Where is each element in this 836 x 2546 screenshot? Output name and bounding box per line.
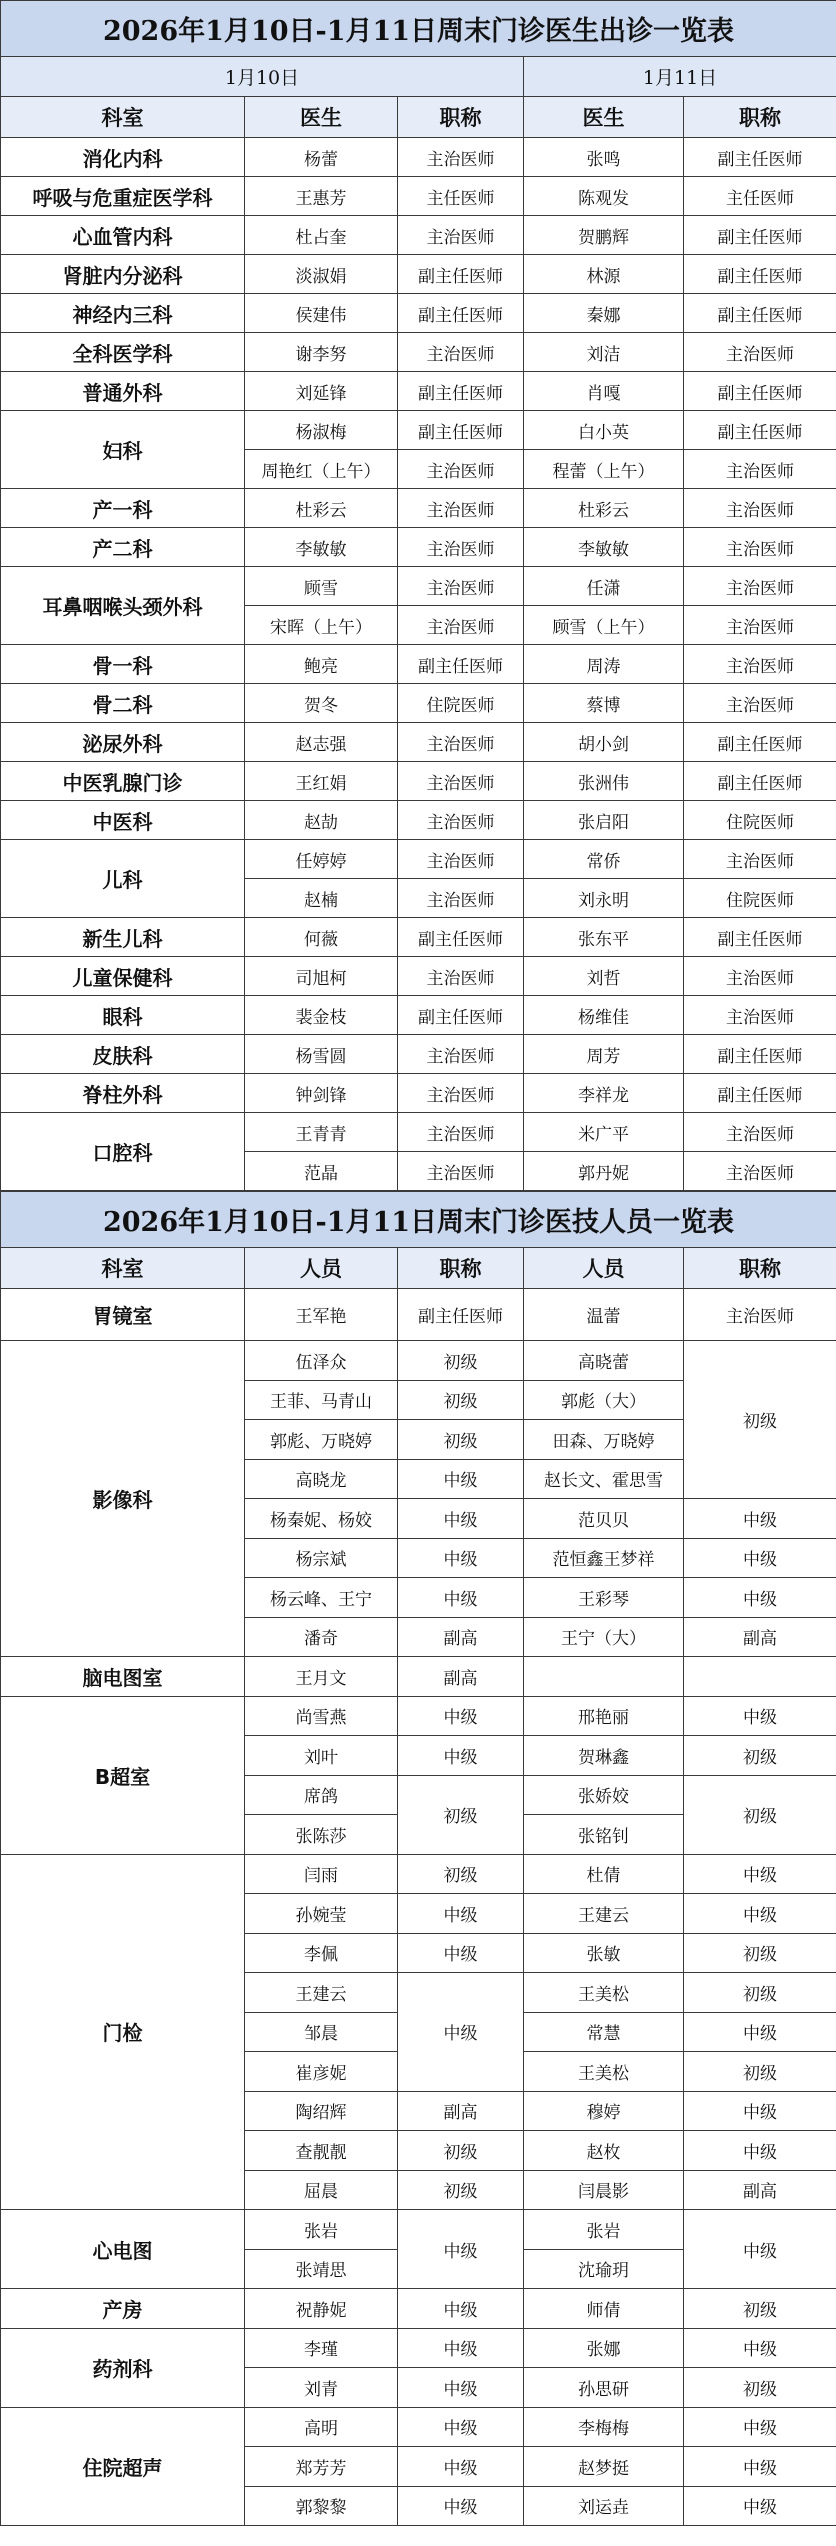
title-cell: 主治医师: [684, 1152, 836, 1191]
dept-cell: 眼科: [1, 996, 245, 1035]
title-cell: 主治医师: [684, 840, 836, 879]
title-cell: 副主任医师: [398, 918, 524, 957]
person-cell: 常慧: [524, 2012, 684, 2052]
doctor-cell: 杜彩云: [245, 489, 398, 528]
dept-cell: 心血管内科: [1, 216, 245, 255]
title-cell: 主治医师: [398, 840, 524, 879]
day1-label: 1月10日: [1, 57, 524, 97]
person-cell: 高晓龙: [245, 1459, 398, 1499]
doctor-cell: 何薇: [245, 918, 398, 957]
title-cell: 主治医师: [398, 957, 524, 996]
person-cell: 王月文: [245, 1657, 398, 1697]
title-cell: 初级: [684, 1736, 836, 1776]
person-cell: 邢艳丽: [524, 1696, 684, 1736]
title-cell: 副主任医师: [398, 294, 524, 333]
title-cell: 主治医师: [684, 1113, 836, 1152]
title-cell: 副高: [398, 2091, 524, 2131]
person-cell: 张娇姣: [524, 1775, 684, 1815]
title-cell: 主治医师: [684, 957, 836, 996]
doctor-cell: 杨雪圆: [245, 1035, 398, 1074]
doctor-cell: 秦娜: [524, 294, 684, 333]
title-cell: 主治医师: [398, 450, 524, 489]
doctor-cell: 林源: [524, 255, 684, 294]
title-cell: 中级: [684, 2210, 836, 2289]
doctor-cell: 程蕾（上午）: [524, 450, 684, 489]
dept-cell: 普通外科: [1, 372, 245, 411]
doctor-cell: 杜占奎: [245, 216, 398, 255]
person-cell: 王美松: [524, 2052, 684, 2092]
header-person-day1: 人员: [245, 1248, 398, 1289]
title-cell: 主任医师: [398, 177, 524, 216]
title-cell: 副主任医师: [684, 138, 836, 177]
person-cell: 杨云峰、王宁: [245, 1578, 398, 1618]
title-cell: 副高: [398, 1657, 524, 1697]
person-cell: 崔彦妮: [245, 2052, 398, 2092]
tech-staff-body: [1, 1289, 836, 2526]
title-cell: 主任医师: [684, 177, 836, 216]
person-cell: 张娜: [524, 2328, 684, 2368]
title-cell: 中级: [684, 2447, 836, 2487]
doctor-cell: 蔡博: [524, 684, 684, 723]
title-cell: 主治医师: [684, 528, 836, 567]
header-dept: 科室: [1, 97, 245, 138]
person-cell: 王宁（大）: [524, 1617, 684, 1657]
person-cell: 邹晨: [245, 2012, 398, 2052]
title-cell: 中级: [684, 1854, 836, 1894]
doctor-cell: 周涛: [524, 645, 684, 684]
doctor-cell: 刘永明: [524, 879, 684, 918]
title-cell: 副高: [398, 1617, 524, 1657]
doctor-cell: 胡小剑: [524, 723, 684, 762]
dept-cell: 产二科: [1, 528, 245, 567]
title-cell: 主治医师: [684, 1289, 836, 1341]
title-cell: 中级: [684, 1578, 836, 1618]
doctor-cell: 杜彩云: [524, 489, 684, 528]
person-cell: 王军艳: [245, 1289, 398, 1341]
title-cell: 主治医师: [398, 1035, 524, 1074]
title-cell: 副主任医师: [684, 372, 836, 411]
header-title-day1: 职称: [398, 97, 524, 138]
dept-cell: 心电图: [1, 2210, 245, 2289]
header-title-day2: 职称: [684, 1248, 836, 1289]
dept-cell: 儿科: [1, 840, 245, 918]
title-cell: 副主任医师: [684, 1074, 836, 1113]
doctor-cell: 李敏敏: [245, 528, 398, 567]
dept-cell: 住院超声: [1, 2407, 245, 2526]
tech-staff-table: [0, 1191, 836, 2526]
dept-cell: 胃镜室: [1, 1289, 245, 1341]
doctor-cell: 王青青: [245, 1113, 398, 1152]
person-cell: 范恒鑫王梦祥: [524, 1538, 684, 1578]
title-cell: 副主任医师: [398, 645, 524, 684]
title-cell: 主治医师: [684, 489, 836, 528]
person-cell: 孙思研: [524, 2368, 684, 2408]
dept-cell: 消化内科: [1, 138, 245, 177]
header-title-day2: 职称: [684, 97, 836, 138]
title-cell: 中级: [398, 1459, 524, 1499]
title-cell: 中级: [398, 1538, 524, 1578]
doctor-schedule-body: [1, 138, 836, 1191]
doctor-cell: 赵劼: [245, 801, 398, 840]
dept-cell: 妇科: [1, 411, 245, 489]
title-cell: 主治医师: [398, 528, 524, 567]
doctor-cell: 李祥龙: [524, 1074, 684, 1113]
day2-label: 1月11日: [524, 57, 836, 97]
doctor-cell: 赵志强: [245, 723, 398, 762]
title-cell: 中级: [398, 2407, 524, 2447]
title-cell: 中级: [684, 2131, 836, 2171]
title-cell: 初级: [398, 1775, 524, 1854]
dept-cell: 呼吸与危重症医学科: [1, 177, 245, 216]
person-cell: 贺琳鑫: [524, 1736, 684, 1776]
doctor-cell: 王红娟: [245, 762, 398, 801]
title-cell: 中级: [398, 2368, 524, 2408]
title-cell: 中级: [684, 2328, 836, 2368]
person-cell: 杜倩: [524, 1854, 684, 1894]
title-cell: 副主任医师: [684, 1035, 836, 1074]
title-cell: 中级: [398, 2447, 524, 2487]
dept-cell: 骨二科: [1, 684, 245, 723]
doctor-cell: 周艳红（上午）: [245, 450, 398, 489]
doctor-cell: 郭丹妮: [524, 1152, 684, 1191]
title-cell: 主治医师: [398, 801, 524, 840]
title-cell: 主治医师: [398, 879, 524, 918]
dept-cell: 中医乳腺门诊: [1, 762, 245, 801]
tech-staff-title: 2026年1月10日-1月11日周末门诊医技人员一览表: [1, 1192, 836, 1248]
doctor-cell: 侯建伟: [245, 294, 398, 333]
dept-cell: 儿童保健科: [1, 957, 245, 996]
title-cell: 副主任医师: [684, 255, 836, 294]
person-cell: 李梅梅: [524, 2407, 684, 2447]
doctor-cell: 淡淑娟: [245, 255, 398, 294]
title-cell: 初级: [398, 1420, 524, 1460]
title-cell: 住院医师: [684, 879, 836, 918]
title-cell: 主治医师: [398, 1152, 524, 1191]
person-cell: 郭彪、万晓婷: [245, 1420, 398, 1460]
person-cell: 查靓靓: [245, 2131, 398, 2171]
title-cell: 中级: [398, 2210, 524, 2289]
title-cell: 主治医师: [398, 762, 524, 801]
title-cell: 中级: [684, 2407, 836, 2447]
title-cell: 主治医师: [684, 567, 836, 606]
title-cell: 中级: [398, 2289, 524, 2329]
dept-cell: 口腔科: [1, 1113, 245, 1191]
doctor-cell: 白小英: [524, 411, 684, 450]
header-dept: 科室: [1, 1248, 245, 1289]
person-cell: 李佩: [245, 1933, 398, 1973]
dept-cell: 骨一科: [1, 645, 245, 684]
title-cell: 副主任医师: [398, 1289, 524, 1341]
person-cell: 穆婷: [524, 2091, 684, 2131]
title-cell: 中级: [684, 1499, 836, 1539]
doctor-schedule-title: 2026年1月10日-1月11日周末门诊医生出诊一览表: [1, 1, 836, 57]
person-cell: 刘叶: [245, 1736, 398, 1776]
title-cell: 副高: [684, 1617, 836, 1657]
doctor-cell: 肖嘎: [524, 372, 684, 411]
person-cell: 刘运垚: [524, 2486, 684, 2526]
doctor-cell: 刘延锋: [245, 372, 398, 411]
title-cell: 中级: [398, 2328, 524, 2368]
doctor-cell: 刘哲: [524, 957, 684, 996]
header-person-day2: 人员: [524, 1248, 684, 1289]
person-cell: 祝静妮: [245, 2289, 398, 2329]
dept-cell: 中医科: [1, 801, 245, 840]
person-cell: 高明: [245, 2407, 398, 2447]
person-cell: 张岩: [245, 2210, 398, 2250]
title-cell: 副主任医师: [684, 411, 836, 450]
title-cell: 副主任医师: [398, 411, 524, 450]
title-cell: 中级: [684, 1696, 836, 1736]
dept-cell: B超室: [1, 1696, 245, 1854]
title-cell: 主治医师: [684, 645, 836, 684]
header-doctor-day2: 医生: [524, 97, 684, 138]
person-cell: 席鸽: [245, 1775, 398, 1815]
doctor-cell: 贺鹏辉: [524, 216, 684, 255]
header-doctor-day1: 医生: [245, 97, 398, 138]
person-cell: 郑芳芳: [245, 2447, 398, 2487]
person-cell: 伍泽众: [245, 1341, 398, 1381]
title-cell: 主治医师: [398, 138, 524, 177]
title-cell: 初级: [684, 1341, 836, 1499]
title-cell: 副主任医师: [684, 294, 836, 333]
title-cell: 初级: [684, 2368, 836, 2408]
person-cell: 潘奇: [245, 1617, 398, 1657]
title-cell: 中级: [398, 1894, 524, 1934]
doctor-cell: 杨蕾: [245, 138, 398, 177]
title-cell: 中级: [684, 2091, 836, 2131]
dept-cell: 全科医学科: [1, 333, 245, 372]
title-cell: 初级: [684, 2289, 836, 2329]
doctor-cell: 司旭柯: [245, 957, 398, 996]
title-cell: 副高: [684, 2170, 836, 2210]
title-cell: 中级: [398, 1933, 524, 1973]
title-cell: 副主任医师: [684, 216, 836, 255]
doctor-cell: 张东平: [524, 918, 684, 957]
dept-cell: 影像科: [1, 1341, 245, 1657]
title-cell: 中级: [684, 1538, 836, 1578]
doctor-cell: 谢李努: [245, 333, 398, 372]
person-cell: 沈瑜玥: [524, 2249, 684, 2289]
doctor-cell: 鲍亮: [245, 645, 398, 684]
doctor-cell: 张洲伟: [524, 762, 684, 801]
person-cell: 刘青: [245, 2368, 398, 2408]
title-cell: 住院医师: [398, 684, 524, 723]
person-cell: 张敏: [524, 1933, 684, 1973]
title-cell: 中级: [398, 1696, 524, 1736]
title-cell: 住院医师: [684, 801, 836, 840]
title-cell: 主治医师: [398, 1074, 524, 1113]
title-cell: 初级: [398, 1854, 524, 1894]
person-cell: 张靖思: [245, 2249, 398, 2289]
doctor-schedule-table: [0, 0, 836, 1191]
title-cell: 主治医师: [684, 996, 836, 1035]
doctor-cell: 钟剑锋: [245, 1074, 398, 1113]
doctor-cell: 杨淑梅: [245, 411, 398, 450]
person-cell: 尚雪燕: [245, 1696, 398, 1736]
person-cell: 王彩琴: [524, 1578, 684, 1618]
person-cell: 田森、万晓婷: [524, 1420, 684, 1460]
person-cell: 范贝贝: [524, 1499, 684, 1539]
person-cell: [524, 1657, 684, 1697]
title-cell: 副主任医师: [684, 762, 836, 801]
person-cell: 杨秦妮、杨姣: [245, 1499, 398, 1539]
doctor-cell: 王惠芳: [245, 177, 398, 216]
doctor-cell: 杨维佳: [524, 996, 684, 1035]
title-cell: 主治医师: [398, 333, 524, 372]
doctor-cell: 赵楠: [245, 879, 398, 918]
title-cell: 中级: [684, 1894, 836, 1934]
title-cell: 初级: [684, 2052, 836, 2092]
person-cell: 闫晨影: [524, 2170, 684, 2210]
person-cell: 王菲、马青山: [245, 1380, 398, 1420]
doctor-cell: 范晶: [245, 1152, 398, 1191]
person-cell: 赵长文、霍思雪: [524, 1459, 684, 1499]
person-cell: 王建云: [524, 1894, 684, 1934]
title-cell: 中级: [398, 2486, 524, 2526]
title-cell: 副主任医师: [398, 372, 524, 411]
person-cell: 王建云: [245, 1973, 398, 2013]
doctor-cell: 任潇: [524, 567, 684, 606]
title-cell: 主治医师: [684, 606, 836, 645]
doctor-cell: 刘洁: [524, 333, 684, 372]
title-cell: 初级: [398, 1380, 524, 1420]
title-cell: 中级: [398, 1973, 524, 2092]
dept-cell: 产一科: [1, 489, 245, 528]
title-cell: 中级: [684, 2012, 836, 2052]
dept-cell: 脑电图室: [1, 1657, 245, 1697]
title-cell: 主治医师: [398, 567, 524, 606]
doctor-cell: 张启阳: [524, 801, 684, 840]
person-cell: 闫雨: [245, 1854, 398, 1894]
doctor-cell: 宋晖（上午）: [245, 606, 398, 645]
person-cell: 孙婉莹: [245, 1894, 398, 1934]
person-cell: 王美松: [524, 1973, 684, 2013]
title-cell: 主治医师: [398, 723, 524, 762]
dept-cell: 产房: [1, 2289, 245, 2329]
title-cell: 主治医师: [684, 450, 836, 489]
doctor-cell: 米广平: [524, 1113, 684, 1152]
title-cell: 主治医师: [398, 1113, 524, 1152]
doctor-cell: 顾雪（上午）: [524, 606, 684, 645]
title-cell: 初级: [398, 2131, 524, 2171]
person-cell: 屈晨: [245, 2170, 398, 2210]
title-cell: 初级: [684, 1973, 836, 2013]
title-cell: 中级: [398, 1499, 524, 1539]
dept-cell: 药剂科: [1, 2328, 245, 2407]
dept-cell: 耳鼻咽喉头颈外科: [1, 567, 245, 645]
person-cell: 高晓蕾: [524, 1341, 684, 1381]
title-cell: 初级: [398, 2170, 524, 2210]
title-cell: 主治医师: [684, 684, 836, 723]
doctor-cell: 常侨: [524, 840, 684, 879]
person-cell: 李瑾: [245, 2328, 398, 2368]
dept-cell: 新生儿科: [1, 918, 245, 957]
title-cell: 初级: [398, 1341, 524, 1381]
doctor-cell: 任婷婷: [245, 840, 398, 879]
doctor-cell: 顾雪: [245, 567, 398, 606]
title-cell: [684, 1657, 836, 1697]
title-cell: 主治医师: [398, 606, 524, 645]
title-cell: 副主任医师: [684, 723, 836, 762]
title-cell: 初级: [684, 1775, 836, 1854]
doctor-cell: 李敏敏: [524, 528, 684, 567]
doctor-cell: 裴金枝: [245, 996, 398, 1035]
dept-cell: 门检: [1, 1854, 245, 2210]
person-cell: 赵枚: [524, 2131, 684, 2171]
dept-cell: 泌尿外科: [1, 723, 245, 762]
title-cell: 主治医师: [398, 216, 524, 255]
person-cell: 杨宗斌: [245, 1538, 398, 1578]
title-cell: 主治医师: [398, 489, 524, 528]
title-cell: 副主任医师: [684, 918, 836, 957]
person-cell: 郭彪（大）: [524, 1380, 684, 1420]
title-cell: 主治医师: [684, 333, 836, 372]
dept-cell: 肾脏内分泌科: [1, 255, 245, 294]
dept-cell: 神经内三科: [1, 294, 245, 333]
header-title-day1: 职称: [398, 1248, 524, 1289]
person-cell: 陶绍辉: [245, 2091, 398, 2131]
doctor-cell: 周芳: [524, 1035, 684, 1074]
person-cell: 师倩: [524, 2289, 684, 2329]
doctor-cell: 贺冬: [245, 684, 398, 723]
doctor-cell: 陈观发: [524, 177, 684, 216]
title-cell: 副主任医师: [398, 255, 524, 294]
person-cell: 郭黎黎: [245, 2486, 398, 2526]
person-cell: 张铭钊: [524, 1815, 684, 1855]
title-cell: 初级: [684, 1933, 836, 1973]
doctor-cell: 张鸣: [524, 138, 684, 177]
dept-cell: 皮肤科: [1, 1035, 245, 1074]
dept-cell: 脊柱外科: [1, 1074, 245, 1113]
title-cell: 中级: [398, 1578, 524, 1618]
title-cell: 中级: [398, 1736, 524, 1776]
person-cell: 张陈莎: [245, 1815, 398, 1855]
person-cell: 温蕾: [524, 1289, 684, 1341]
title-cell: 中级: [684, 2486, 836, 2526]
person-cell: 赵梦挺: [524, 2447, 684, 2487]
person-cell: 张岩: [524, 2210, 684, 2250]
title-cell: 副主任医师: [398, 996, 524, 1035]
